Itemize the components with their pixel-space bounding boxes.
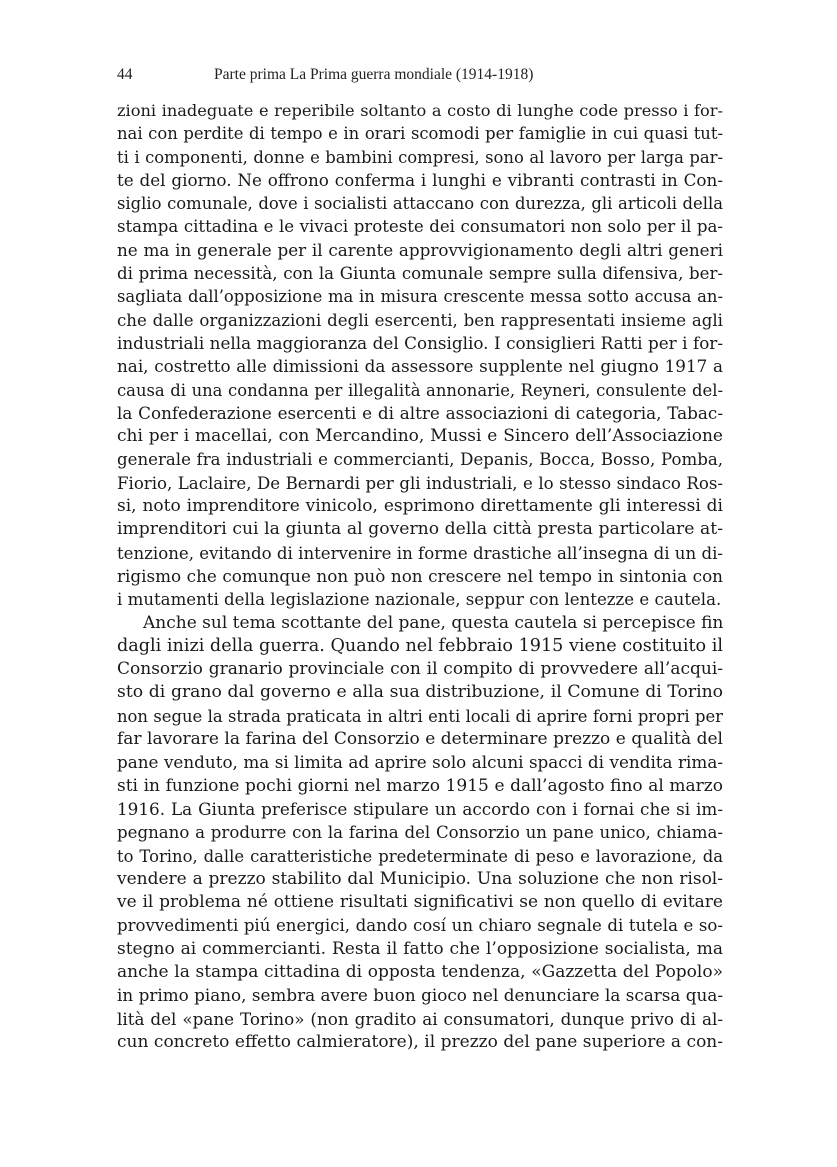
text-line: nai con perdite di tempo e in orari scomodi per famiglie in cui quasi tut-	[117, 124, 723, 144]
text-line: provvedimenti piú energici, dando cosí un chiaro segnale di tutela e so-	[117, 916, 723, 936]
body-text	[117, 99, 723, 1054]
text-line: Anche sul tema scottante del pane, questa cautela si percepisce fin	[143, 612, 724, 633]
text-line: ti i componenti, donne e bambini compresi, sono al lavoro per larga par-	[117, 147, 723, 167]
text-line: i mutamenti della legislazione nazionale, seppur con lentezze e cautela.	[117, 590, 722, 610]
text-line: ne ma in generale per il carente approvvigionamento degli altri generi	[117, 239, 723, 260]
text-line: vendere a prezzo stabilito dal Municipio. Una soluzione che non risol-	[117, 868, 723, 889]
text-line: che dalle organizzazioni degli esercenti, ben rappresentati insieme agli	[117, 310, 723, 330]
text-line: lità del «pane Torino» (non gradito ai consumatori, dunque privo di al-	[117, 1008, 723, 1029]
text-line: di prima necessità, con la Giunta comunale sempre sulla difensiva, ber-	[117, 264, 723, 284]
text-line: sagliata dall’opposizione ma in misura crescente messa sotto accusa an-	[117, 287, 723, 307]
text-line: industriali nella maggioranza del Consiglio. I consiglieri Ratti per i for-	[117, 332, 723, 353]
text-line: chi per i macellai, con Mercandino, Mussi e Sincero dell’Associazione	[117, 426, 723, 447]
text-line: pane venduto, ma si limita ad aprire solo alcuni spacci di vendita rima-	[117, 752, 723, 773]
text-line: imprenditori cui la giunta al governo della città presta particolare at-	[117, 519, 723, 540]
text-line: sti in funzione pochi giorni nel marzo 1915 e dall’agosto fino al marzo	[117, 775, 723, 796]
text-line: 1916. La Giunta preferisce stipulare un accordo con i fornai che si im-	[117, 798, 723, 819]
text-line: cun concreto effetto calmieratore), il prezzo del pane superiore a con-	[117, 1031, 723, 1052]
text-line: rigismo che comunque non può non crescere nel tempo in sintonia con	[117, 565, 723, 586]
text-line: sto di grano dal governo e alla sua distribuzione, il Comune di Torino	[117, 682, 723, 703]
running-head	[117, 64, 723, 86]
text-line: to Torino, dalle caratteristiche predeterminate di peso e lavorazione, da	[117, 846, 723, 866]
text-line: la Confederazione esercenti e di altre associazioni di categoria, Tabac-	[117, 402, 723, 423]
text-line: stampa cittadina e le vivaci proteste dei consumatori non solo per il pa-	[117, 217, 723, 237]
text-line: zioni inadeguate e reperibile soltanto a costo di lunghe code presso i for-	[117, 101, 723, 120]
page-number: 44	[117, 66, 133, 83]
text-line: ve il problema né ottiene risultati significativi se non quello di evitare	[117, 892, 723, 913]
text-line: far lavorare la farina del Consorzio e determinare prezzo e qualità del	[117, 729, 723, 750]
text-line: tenzione, evitando di intervenire in forme drastiche all’insegna di un di-	[117, 543, 723, 563]
paragraph	[117, 612, 723, 1055]
paragraph	[117, 99, 723, 612]
text-line: pegnano a produrre con la farina del Consorzio un pane unico, chiama-	[117, 823, 723, 843]
text-line: causa di una condanna per illegalità annonarie, Reyneri, consulente del-	[117, 380, 723, 400]
running-title: Parte prima La Prima guerra mondiale (1914-1918)	[214, 66, 534, 83]
text-line: Fiorio, Laclaire, De Bernardi per gli industriali, e lo stesso sindaco Ros-	[117, 473, 723, 493]
text-line: anche la stampa cittadina di opposta tendenza, «Gazzetta del Popolo»	[117, 961, 723, 982]
text-line: te del giorno. Ne offrono conferma i lunghi e vibranti contrasti in Con-	[117, 169, 723, 190]
text-line: siglio comunale, dove i socialisti attaccano con durezza, gli articoli della	[117, 194, 723, 214]
text-line: generale fra industriali e commercianti, Depanis, Bocca, Bosso, Pomba,	[117, 450, 723, 470]
text-line: Consorzio granario provinciale con il compito di provvedere all’acqui-	[117, 659, 723, 680]
text-line: stegno ai commercianti. Resta il fatto che l’opposizione socialista, ma	[117, 938, 723, 959]
text-line: nai, costretto alle dimissioni da assessore supplente nel giugno 1917 a	[117, 356, 723, 377]
text-line: non segue la strada praticata in altri enti locali di aprire forni propri per	[117, 706, 723, 726]
text-line: dagli inizi della guerra. Quando nel febbraio 1915 viene costituito il	[117, 635, 723, 656]
text-line: si, noto imprenditore vinicolo, esprimono direttamente gli interessi di	[117, 496, 723, 517]
text-line: in primo piano, sembra avere buon gioco nel denunciare la scarsa qua-	[117, 985, 723, 1006]
